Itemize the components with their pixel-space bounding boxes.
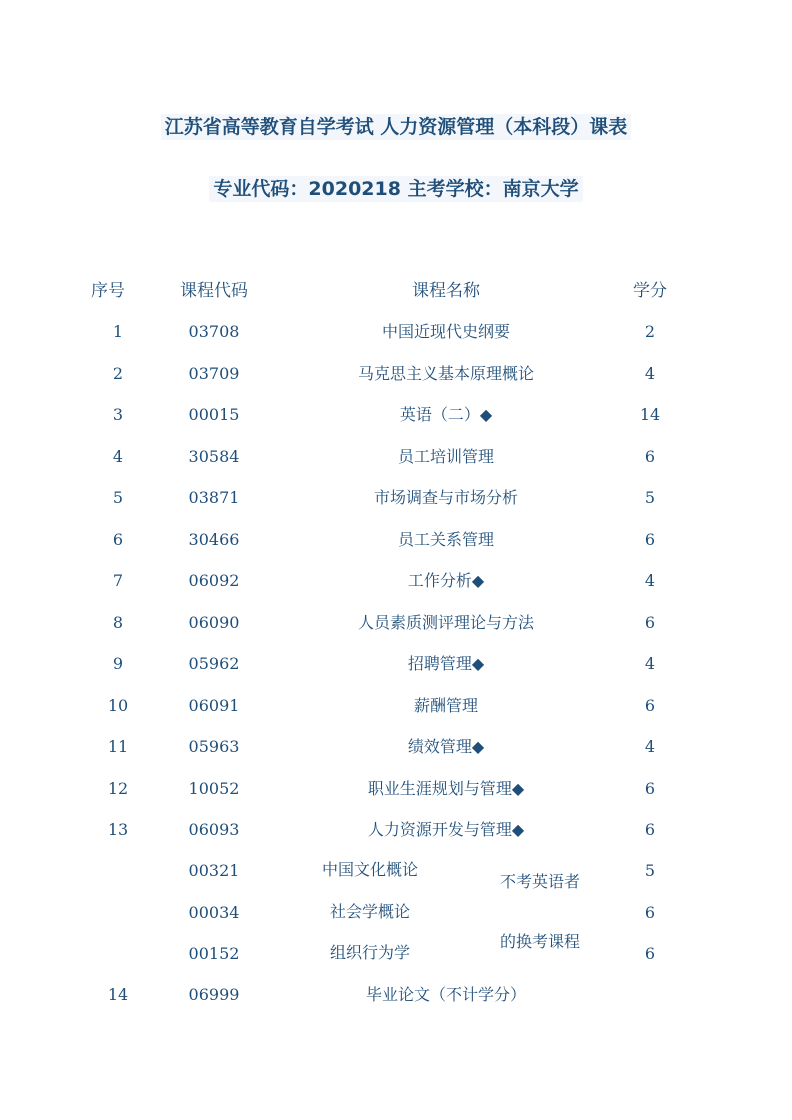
table-row xyxy=(0,530,792,560)
table-row xyxy=(0,322,792,352)
alternative-note-line1: 不考英语者 xyxy=(499,872,580,891)
course-name: 招聘管理◆ xyxy=(407,654,485,673)
course-credit: 5 xyxy=(644,861,656,880)
table-row xyxy=(0,405,792,435)
course-code: 03709 xyxy=(188,364,240,383)
table-row xyxy=(0,613,792,643)
course-index: 2 xyxy=(112,364,124,383)
course-name: 薪酬管理 xyxy=(413,696,478,715)
course-credit: 6 xyxy=(644,903,656,922)
course-index: 6 xyxy=(112,530,124,549)
course-index: 14 xyxy=(107,985,129,1004)
course-name: 英语（二）◆ xyxy=(399,405,493,424)
course-code: 05963 xyxy=(188,737,240,756)
course-credit: 6 xyxy=(644,696,656,715)
course-code: 05962 xyxy=(188,654,240,673)
table-row xyxy=(0,364,792,394)
course-credit: 6 xyxy=(644,530,656,549)
table-row xyxy=(0,820,792,850)
page-subtitle xyxy=(0,174,792,201)
page-subtitle-text: 专业代码：2020218 主考学校：南京大学 xyxy=(209,176,582,202)
course-code: 00321 xyxy=(188,861,240,880)
course-code: 30466 xyxy=(188,530,240,549)
page-title xyxy=(0,112,792,139)
course-credit: 6 xyxy=(644,944,656,963)
page-title-text: 江苏省高等教育自学考试 人力资源管理（本科段）课表 xyxy=(161,114,632,140)
course-code: 00152 xyxy=(188,944,240,963)
course-credit: 6 xyxy=(644,779,656,798)
course-name: 社会学概论 xyxy=(329,902,410,921)
course-name: 毕业论文（不计学分） xyxy=(365,985,526,1004)
course-credit: 6 xyxy=(644,820,656,839)
table-row xyxy=(0,696,792,726)
header-code: 课程代码 xyxy=(180,281,248,301)
table-row xyxy=(0,737,792,767)
course-name: 组织行为学 xyxy=(329,943,410,962)
course-name: 员工培训管理 xyxy=(397,447,494,466)
course-name: 中国近现代史纲要 xyxy=(381,322,510,341)
table-row xyxy=(0,779,792,809)
course-name: 员工关系管理 xyxy=(397,530,494,549)
course-credit: 4 xyxy=(644,571,656,590)
course-name: 马克思主义基本原理概论 xyxy=(357,364,534,383)
course-index: 3 xyxy=(112,405,124,424)
course-code: 03708 xyxy=(188,322,240,341)
course-index: 12 xyxy=(107,779,129,798)
course-code: 06092 xyxy=(188,571,240,590)
course-credit: 4 xyxy=(644,654,656,673)
course-code: 30584 xyxy=(188,447,240,466)
table-row xyxy=(0,571,792,601)
course-name: 人员素质测评理论与方法 xyxy=(357,613,534,632)
course-index: 9 xyxy=(112,654,124,673)
course-index: 1 xyxy=(112,322,124,341)
course-credit: 2 xyxy=(644,322,656,341)
course-code: 06999 xyxy=(188,985,240,1004)
table-row xyxy=(0,488,792,518)
course-index: 8 xyxy=(112,613,124,632)
course-code: 00034 xyxy=(188,903,240,922)
course-code: 03871 xyxy=(188,488,240,507)
header-idx: 序号 xyxy=(91,281,125,301)
course-credit: 6 xyxy=(644,447,656,466)
course-credit: 4 xyxy=(644,364,656,383)
course-name: 市场调查与市场分析 xyxy=(373,488,518,507)
course-index: 11 xyxy=(107,737,129,756)
course-code: 06093 xyxy=(188,820,240,839)
table-row xyxy=(0,447,792,477)
course-credit: 4 xyxy=(644,737,656,756)
course-name: 工作分析◆ xyxy=(407,571,485,590)
course-credit: 6 xyxy=(644,613,656,632)
course-code: 00015 xyxy=(188,405,240,424)
header-credit: 学分 xyxy=(633,281,667,301)
course-code: 06091 xyxy=(188,696,240,715)
thesis-row xyxy=(0,985,792,1015)
table-row xyxy=(0,654,792,684)
header-name: 课程名称 xyxy=(412,281,480,301)
course-index: 7 xyxy=(112,571,124,590)
course-index: 13 xyxy=(107,820,129,839)
alternative-note-line2: 的换考课程 xyxy=(499,932,580,951)
course-index: 10 xyxy=(107,696,129,715)
course-name: 职业生涯规划与管理◆ xyxy=(367,779,525,798)
course-index: 4 xyxy=(112,447,124,466)
course-credit: 14 xyxy=(639,405,661,424)
course-name: 绩效管理◆ xyxy=(407,737,485,756)
course-name: 人力资源开发与管理◆ xyxy=(367,820,525,839)
course-code: 10052 xyxy=(188,779,240,798)
course-code: 06090 xyxy=(188,613,240,632)
course-index: 5 xyxy=(112,488,124,507)
course-name: 中国文化概论 xyxy=(321,860,418,879)
course-credit: 5 xyxy=(644,488,656,507)
